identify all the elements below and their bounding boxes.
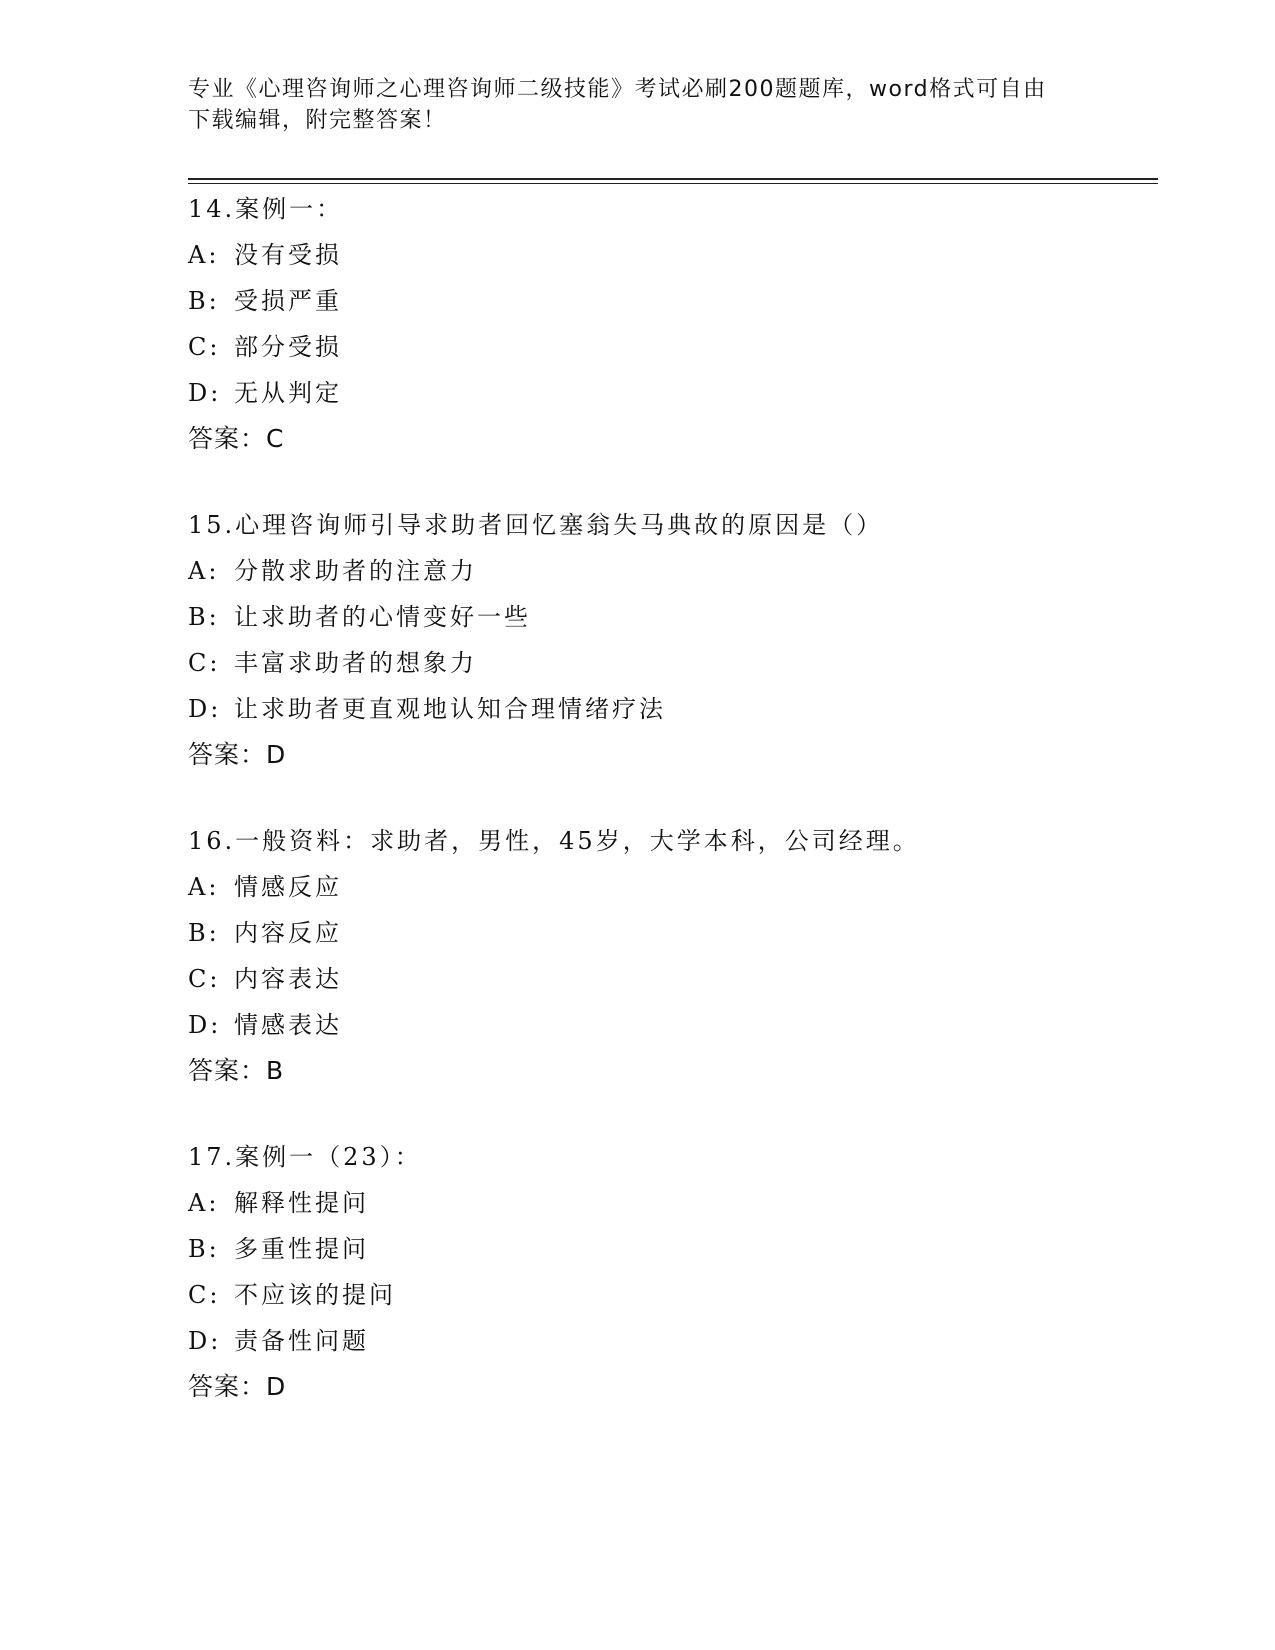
option-c [188,1272,1148,1318]
option-c [188,640,1148,686]
option-text: 情感表达 [234,1011,342,1039]
option-letter: D: [188,379,222,407]
answer-line: 答案：D [188,740,287,769]
option-text: 内容反应 [234,919,342,947]
option-text: 解释性提问 [234,1189,369,1217]
question-17 [188,1134,1148,1410]
option-text: 情感反应 [234,873,342,901]
document-header: 专业《心理咨询师之心理咨询师二级技能》考试必刷200题题库，word格式可自由下载编辑，附完整答案！ [188,77,1047,133]
option-letter: A: [188,241,220,269]
question-15 [188,502,1148,778]
option-text: 多重性提问 [234,1235,369,1263]
option-letter: C: [188,649,221,677]
option-letter: C: [188,1281,221,1309]
option-text: 让求助者更直观地认知合理情绪疗法 [234,695,666,723]
option-b [188,278,1148,324]
option-letter: C: [188,965,221,993]
answer-line: 答案：C [188,424,285,453]
question-14 [188,186,1148,462]
option-a [188,232,1148,278]
option-letter: B: [188,919,220,947]
question-16 [188,818,1148,1094]
option-d [188,1318,1148,1364]
option-b [188,910,1148,956]
option-text: 不应该的提问 [234,1281,396,1309]
option-text: 受损严重 [234,287,342,315]
option-letter: D: [188,1327,222,1355]
option-d [188,686,1148,732]
option-a [188,548,1148,594]
header-divider-thin [188,183,1158,184]
option-a [188,1180,1148,1226]
option-text: 内容表达 [234,965,342,993]
option-letter: A: [188,557,220,585]
option-letter: B: [188,1235,220,1263]
option-text: 分散求助者的注意力 [234,557,477,585]
answer-line: 答案：B [188,1056,285,1085]
option-text: 丰富求助者的想象力 [234,649,477,677]
option-letter: B: [188,603,220,631]
option-letter: D: [188,1011,222,1039]
question-stem: 17.案例一（23）： [188,1143,422,1171]
option-letter: B: [188,287,220,315]
option-letter: A: [188,1189,220,1217]
question-stem: 14.案例一： [188,195,344,223]
question-stem: 16.一般资料：求助者，男性，45岁，大学本科，公司经理。 [188,827,920,855]
option-a [188,864,1148,910]
question-stem: 15.心理咨询师引导求助者回忆塞翁失马典故的原因是（） [188,511,884,539]
option-d [188,1002,1148,1048]
option-text: 部分受损 [234,333,342,361]
answer-line: 答案：D [188,1372,287,1401]
option-letter: C: [188,333,221,361]
option-text: 无从判定 [234,379,342,407]
option-b [188,594,1148,640]
option-c [188,324,1148,370]
option-text: 责备性问题 [234,1327,369,1355]
option-d [188,370,1148,416]
option-text: 没有受损 [234,241,342,269]
header-divider-thick [188,178,1158,180]
option-b [188,1226,1148,1272]
option-letter: A: [188,873,220,901]
option-c [188,956,1148,1002]
option-text: 让求助者的心情变好一些 [234,603,531,631]
option-letter: D: [188,695,222,723]
